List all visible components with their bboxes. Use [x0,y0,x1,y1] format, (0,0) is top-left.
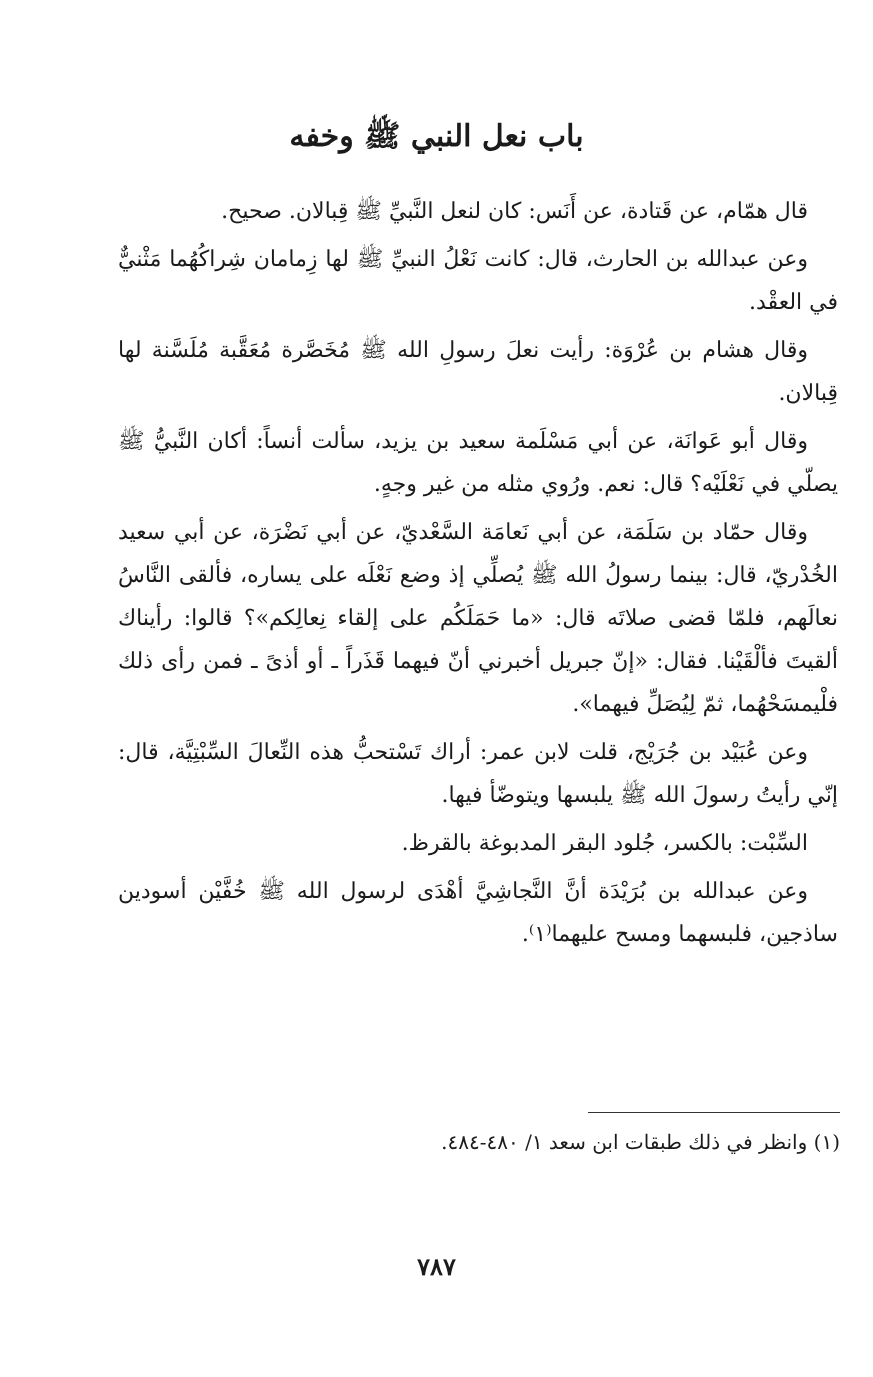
paragraph-8: وعن عبدالله بن بُرَيْدَة أنَّ النَّجاشِيَّ أهْدَى لرسول الله ﷺ خُفَّيْن أسودين ساذجين، فلبسهما ومسح عليهما⁽١⁾. [118,879,838,947]
paragraph-6: وعن عُبَيْد بن جُرَيْج، قلت لابن عمر: أراك تَسْتحبُّ هذه النِّعالَ السِّبْتِيَّة، قال: إنّي رأيتُ رسولَ الله ﷺ يلبسها ويتوضّأ فيها. [118,740,838,808]
paragraph-4: وقال أبو عَوانَة، عن أبي مَسْلَمة سعيد بن يزيد، سألت أنساً: أكان النَّبيُّ ﷺ يصلّي في نَعْلَيْه؟ قال: نعم. ورُوي مثله من غير وجهٍ. [118,429,838,497]
footnote: (١) وانظر في ذلك طبقات ابن سعد ١/ ٤٨٠-٤٨٤. [441,1130,840,1154]
paragraph-7: السِّبْت: بالكسر، جُلود البقر المدبوغة بالقرظ. [401,831,808,856]
paragraph-2: وعن عبدالله بن الحارث، قال: كانت نَعْلُ النبيِّ ﷺ لها زِمامان شِراكُهُما مَثْنيٌّ في العقْد. [118,247,838,315]
footnote-divider [588,1112,840,1113]
chapter-title: باب نعل النبي ﷺ وخفه [289,119,584,154]
body-text [118,190,838,961]
paragraph-5: وقال حمّاد بن سَلَمَة، عن أبي نَعامَة السَّعْديّ، عن أبي نَضْرَة، عن أبي سعيد الخُدْريّ، قال: بينما رسولُ الله ﷺ يُصلِّي إذ وضع نَعْلَه على يساره، فألقى النَّاسُ نعالَهم، فلمّا قضى صلاتَه قال: «ما حَمَلَكُم على إلقاء نِعالِكم»؟ قالوا: رأيناك ألقيتَ فألْقَيْنا. فقال: «إنّ جبريل أخبرني أنّ فيهما قَذَراً ـ أو أذىً ـ فمن رأى ذلك فلْيمسَحْهُما، ثمّ لِيُصَلِّ فيهما». [118,520,838,717]
paragraph-1: قال همّام، عن قَتادة، عن أَنَس: كان لنعل النَّبيِّ ﷺ قِبالان. صحيح. [221,199,808,224]
paragraph-3: وقال هشام بن عُرْوَة: رأيت نعلَ رسولِ الله ﷺ مُخَصَّرة مُعَقَّبة مُلَسَّنة لها قِبالان. [118,338,838,406]
page-number: ٧٨٧ [417,1252,456,1281]
